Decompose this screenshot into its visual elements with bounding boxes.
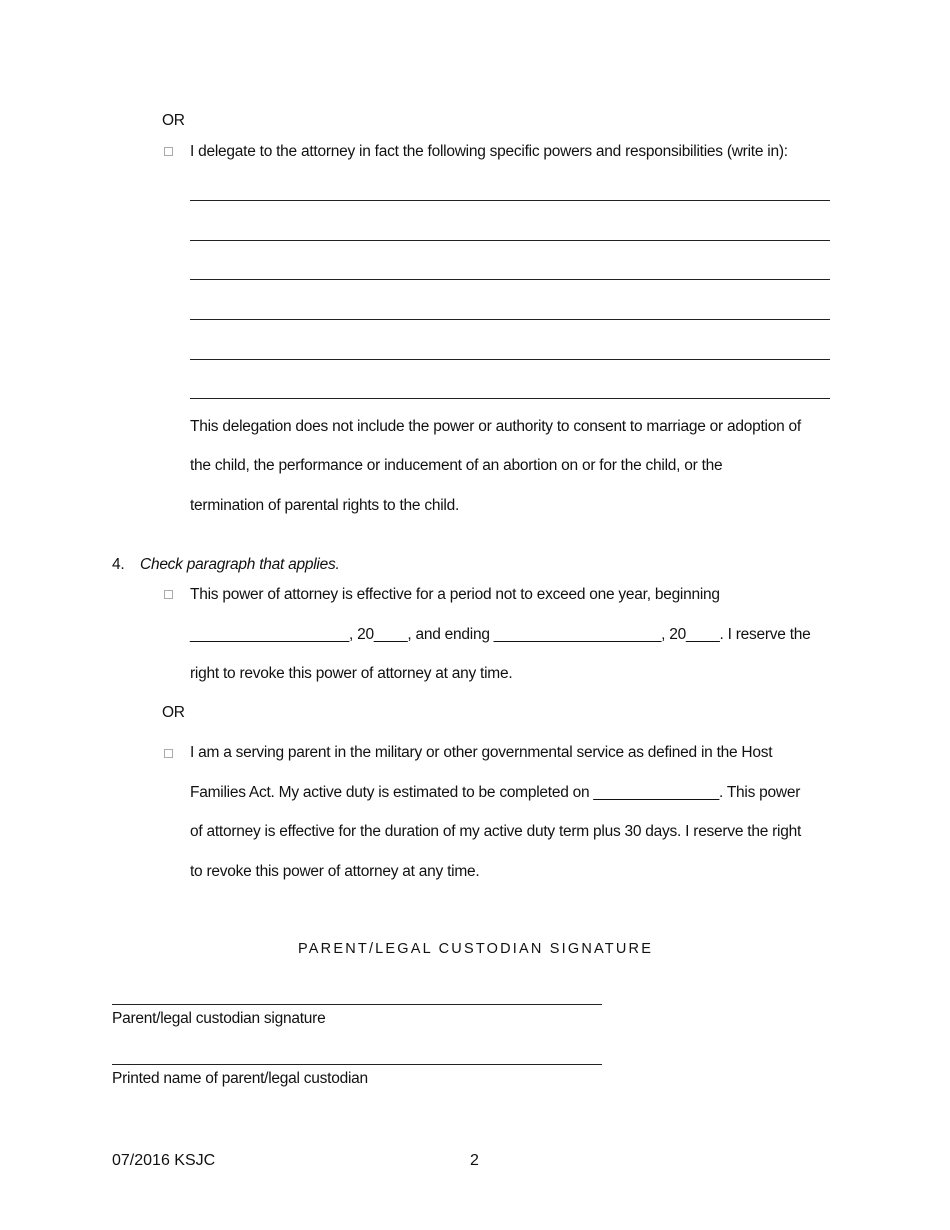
military-option-line-1: I am a serving parent in the military or other governmental service as defined in the Host [190, 744, 773, 761]
write-in-line-3[interactable] [190, 279, 830, 280]
write-in-checkbox[interactable] [164, 147, 173, 156]
write-in-line-5[interactable] [190, 359, 830, 360]
signature-heading: PARENT/LEGAL CUSTODIAN SIGNATURE [298, 941, 654, 957]
military-checkbox[interactable] [164, 749, 173, 758]
printed-name-label: Printed name of parent/legal custodian [112, 1070, 368, 1087]
or-label-2: OR [162, 704, 185, 721]
military-option-line-3: of attorney is effective for the duration of my active duty term plus 30 days. I reserve the right [190, 823, 802, 840]
write-in-line-2[interactable] [190, 240, 830, 241]
printed-name-line[interactable] [112, 1064, 602, 1065]
page-number: 2 [470, 1152, 479, 1169]
section-4-number: 4. [112, 556, 125, 573]
limitation-text-line-2: the child, the performance or inducement of an abortion on or for the child, or the [190, 457, 723, 474]
limitation-text-line-3: termination of parental rights to the child. [190, 497, 460, 514]
one-year-option-line-3: right to revoke this power of attorney at any time. [190, 665, 513, 682]
signature-line[interactable] [112, 1004, 602, 1005]
or-label: OR [162, 112, 185, 129]
one-year-checkbox[interactable] [164, 590, 173, 599]
write-in-line-4[interactable] [190, 319, 830, 320]
write-in-option-text: I delegate to the attorney in fact the following specific powers and responsibilities (write in): [190, 143, 788, 160]
write-in-line-1[interactable] [190, 200, 830, 201]
section-4-instruction: Check paragraph that applies. [140, 556, 340, 573]
signature-label: Parent/legal custodian signature [112, 1010, 326, 1027]
form-code: 07/2016 KSJC [112, 1152, 216, 1169]
limitation-text-line-1: This delegation does not include the power or authority to consent to marriage or adoption of [190, 418, 801, 435]
write-in-line-6[interactable] [190, 398, 830, 399]
military-option-line-4: to revoke this power of attorney at any time. [190, 863, 480, 880]
one-year-option-line-2: ___________________, 20____, and ending ____________________, 20____. I reserve the [190, 626, 811, 643]
one-year-option-line-1: This power of attorney is effective for a period not to exceed one year, beginning [190, 586, 720, 603]
military-option-line-2: Families Act. My active duty is estimated to be completed on _______________. This power [190, 784, 801, 801]
